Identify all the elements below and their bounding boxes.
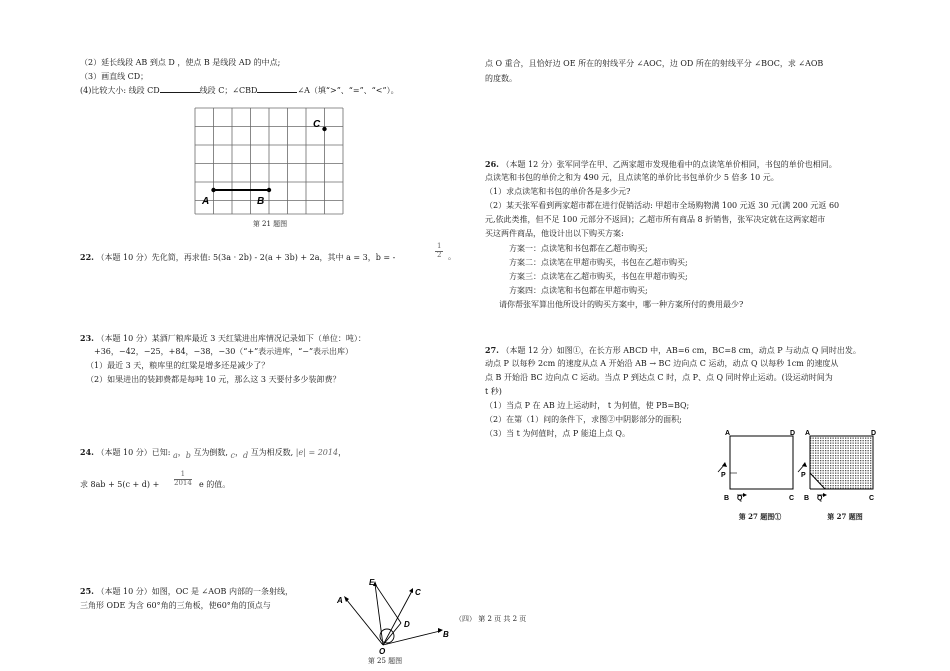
- q26-line-6: 买这两件商品，他设计出以下购买方案:: [485, 229, 624, 238]
- q26-line-3: （1）求点读笔和书包的单价各是多少元?: [485, 187, 631, 196]
- q27-caption-1: 第 27 题图①: [738, 512, 782, 521]
- q26-plan-2: 方案二：点读笔在甲超市购买，书包在乙超市购买;: [509, 258, 688, 267]
- question-27: [485, 345, 861, 357]
- q22-fraction: [435, 243, 443, 259]
- answer-blank-1[interactable]: [160, 92, 200, 93]
- q25-continued-1: 点 O 重合，且恰好边 OE 所在的射线平分 ∠AOC，边 OD 所在的射线平分 ∠BOC，求 ∠AOB: [485, 59, 824, 68]
- fig2-label-a: A: [805, 430, 811, 437]
- fig2-label-c: C: [869, 495, 875, 502]
- q22-text: （本题 10 分）先化简，再求值: 5(3a · 2b) - 2(a + 3b) + 2a，其中 a = 3，b = -: [96, 253, 396, 262]
- q26-ask: 请你帮张军算出他所设计的购买方案中，哪一种方案所付的费用最少?: [499, 300, 744, 309]
- label-e: E: [369, 578, 375, 587]
- q24-frac-den: 2014: [174, 478, 192, 487]
- q27-sub-3: （3）当 t 为何值时，点 P 能追上点 Q。: [485, 429, 630, 438]
- q24-comma: ，: [338, 448, 347, 457]
- fig1-label-p: P: [721, 472, 726, 479]
- fig2-label-q: Q: [817, 495, 823, 502]
- label-o: O: [379, 647, 386, 655]
- q21-part2: （2）延长线段 AB 到点 D ，使点 B 是线段 AD 的中点;: [80, 58, 281, 67]
- page-footer: （四） 第 2 页 共 2 页: [455, 615, 527, 623]
- fig2-label-d: D: [871, 430, 877, 437]
- q26-number: 26.: [485, 159, 499, 169]
- q23-text: （本题 10 分）某酒厂粮库最近 3 天红粱进出库情况记录如下（单位：吨）：: [96, 334, 366, 343]
- q21-part4-prefix: (4)比较大小: 线段 CD: [80, 86, 160, 95]
- q25-number: 25.: [80, 586, 94, 596]
- q27-line-3: 点 B 开始沿 BC 边向点 C 运动。当点 P 到达点 C 时，点 P、点 Q 同时停止运动。(设运动时间为: [485, 373, 833, 382]
- q27-line-1: （本题 12 分）如图①，在长方形 ABCD 中，AB=6 cm，BC=8 cm，动点 P 与动点 Q 同时出发。: [501, 346, 861, 355]
- q24-ask-text: 求 8ab + 5(c + d) +: [80, 480, 160, 489]
- q27-sub-2: （2）在第（1）问的条件下，求图②中阴影部分的面积;: [485, 415, 682, 424]
- q23-number: 23.: [80, 333, 94, 343]
- shaded-region: [810, 436, 873, 489]
- point-c: [322, 127, 326, 131]
- q24-var-b: b: [185, 451, 191, 460]
- question-26: [485, 159, 837, 171]
- fig2-label-p: P: [801, 472, 806, 479]
- label-c2: C: [415, 588, 421, 597]
- q26-line-4: （2）某天张军看到两家超市都在进行促销活动: 甲超市全场购物满 100 元返 30 元(满 200 元返 60: [485, 201, 840, 210]
- q24-var-c: c: [230, 451, 236, 460]
- point-b: [267, 188, 271, 192]
- fig2-label-b: B: [804, 495, 810, 502]
- q27-line-2: 动点 P 以每秒 2cm 的速度从点 A 开始沿 AB → BC 边向点 C 运动，动点 Q 以每秒 1cm 的速度从: [485, 359, 839, 368]
- q26-plan-4: 方案四：点读笔和书包都在甲超市购买;: [509, 286, 648, 295]
- question-25: [80, 586, 293, 598]
- q25-text1: （本题 10 分）如图，OC 是 ∠AOB 内部的一条射线，: [96, 587, 293, 596]
- q21-part4-mid: 线段 C；∠CBD: [199, 86, 258, 95]
- q24-number: 24.: [80, 447, 94, 457]
- q21-part3: （3）画直线 CD；: [80, 72, 149, 81]
- fig1-label-q: Q: [737, 495, 743, 502]
- label-b: B: [257, 196, 265, 207]
- q24-ask-end: e 的值。: [199, 480, 231, 489]
- fig1-label-d: D: [790, 430, 796, 437]
- q25-text2: 三角形 ODE 为含 60°角的三角板，使60°角的顶点与: [80, 601, 271, 610]
- q27-caption-2: 第 27 题图: [827, 512, 863, 521]
- fig1-label-b: B: [724, 495, 730, 502]
- label-c: C: [313, 119, 321, 130]
- q27-number: 27.: [485, 345, 499, 355]
- q24-ask: [80, 480, 159, 491]
- q22-frac-den: 2: [437, 250, 442, 259]
- q24-fraction: [174, 471, 192, 487]
- q24-var-a: a: [172, 451, 178, 460]
- ray-ob: [383, 631, 440, 645]
- q24-frac-num: 1: [174, 471, 192, 480]
- question-23: [80, 333, 366, 345]
- q24-text: （本题 10 分）已知:: [96, 448, 171, 457]
- question-22: [80, 252, 395, 264]
- q26-line-1: （本题 12 分）张军同学在甲、乙两家超市发现他看中的点读笔单价相同，书包的单价也相同。: [501, 160, 837, 169]
- grid: [195, 108, 343, 214]
- q25-angle-figure: [333, 575, 458, 655]
- q22-frac-num: 1: [437, 242, 442, 250]
- q23-data: +36，−42，−25，+84，−38，−30（“+”表示进库，“−”表示出库）: [94, 347, 354, 356]
- q27-figures: [715, 425, 885, 510]
- label-d: D: [404, 620, 410, 629]
- q26-line-2: 点读笔和书包的单价之和为 490 元，且点读笔的单价比书包单价少 5 倍多 10 元。: [485, 173, 779, 182]
- label-a: A: [202, 196, 210, 207]
- q23-sub1: （1）最近 3 天，粮库里的红粱是增多还是减少了？: [86, 361, 270, 370]
- label-a2: A: [337, 596, 343, 605]
- q27-sub-1: （1）当点 P 在 AB 边上运动时， t 为何值，使 PB=BQ;: [485, 401, 690, 410]
- q25-continued-2: 的度数。: [485, 74, 517, 83]
- fig1-label-c: C: [789, 495, 795, 502]
- q27-line-4: t 秒): [485, 387, 502, 396]
- q21-part4-suffix: ∠A（填“>”、“=”、“<”）。: [297, 86, 399, 95]
- q21-caption: 第 21 题图: [252, 220, 288, 228]
- q24-reciprocal: 互为倒数,: [193, 448, 228, 457]
- q25-caption: 第 25 题图: [367, 657, 403, 665]
- q26-plan-3: 方案三：点读笔在乙超市购买，书包在甲超市购买;: [509, 272, 688, 281]
- point-a: [211, 188, 215, 192]
- question-24: 24. （本题 10 分）已知: a，b 互为倒数, c，d 互为相反数, |e| = 2014，: [80, 447, 347, 460]
- q24-opposite: 互为相反数,: [250, 448, 294, 457]
- q26-plan-1: 方案一：点读笔和书包都在乙超市购买;: [509, 244, 648, 253]
- q24-var-d: d: [243, 451, 249, 460]
- q26-line-5: 元,依此类推，但不足 100 元部分不返回)；乙超市所有商品 8 折销售，张军决定就在这两家超市: [485, 215, 826, 224]
- q21-part4: [80, 86, 399, 97]
- fig1-label-a: A: [725, 430, 731, 437]
- q23-sub2: （2）如果进出的装卸费都是每吨 10 元，那么这 3 天要付多少装卸费？: [86, 375, 341, 384]
- rectangle-figure-1: [718, 430, 795, 502]
- q21-grid-figure: [193, 106, 345, 216]
- rectangle-figure-2: [798, 430, 876, 502]
- label-b2: B: [443, 630, 449, 639]
- answer-blank-2[interactable]: [257, 92, 297, 93]
- q24-abs: |e| = 2014: [295, 448, 339, 457]
- q22-number: 22.: [80, 252, 94, 262]
- q22-end: 。: [448, 252, 456, 261]
